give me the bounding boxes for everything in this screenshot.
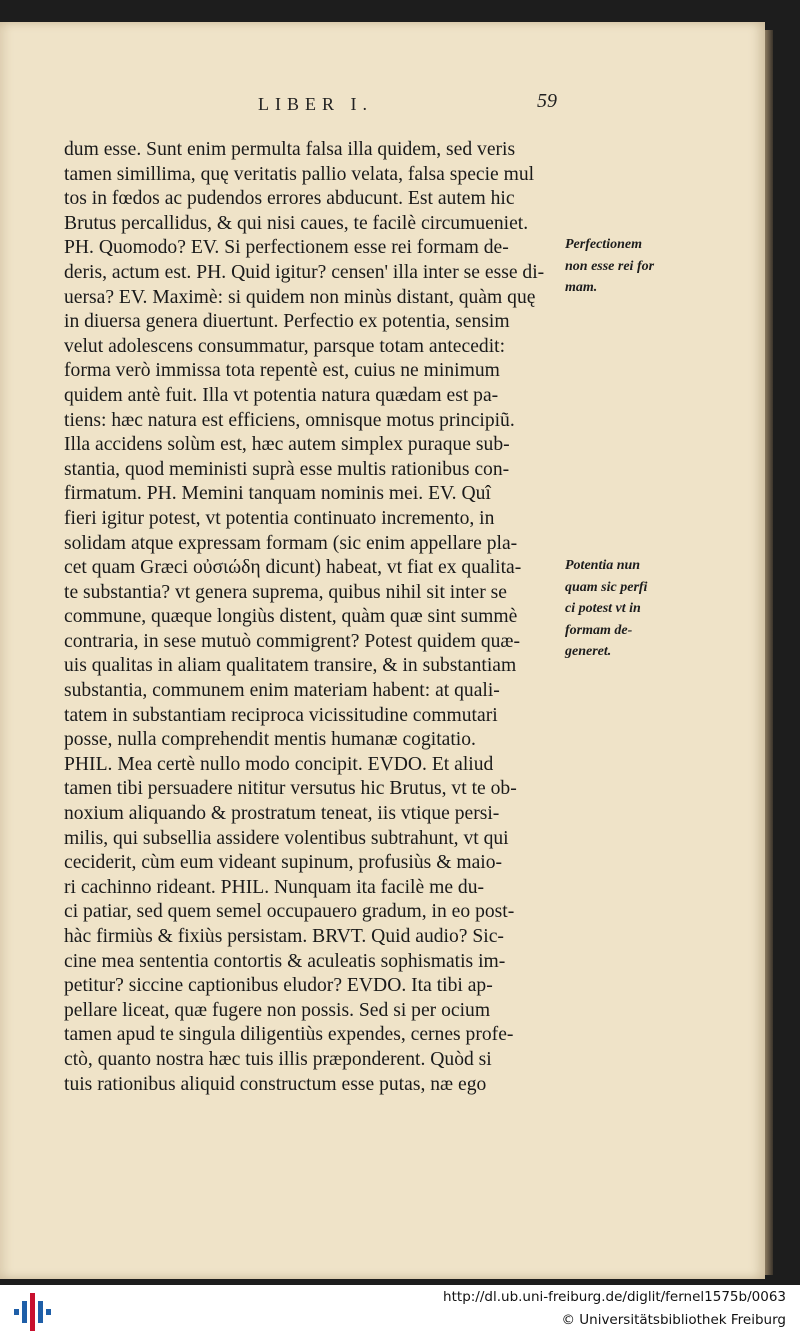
- margin-note-line: formam de-: [565, 622, 633, 638]
- library-logo-icon: [12, 1291, 52, 1333]
- text-line: PHIL. Mea certè nullo modo concipit. EVDO. Et aliud: [64, 753, 494, 775]
- text-line: Illa accidens solùm est, hæc autem simplex puraque sub-: [64, 434, 510, 456]
- body-text: [64, 138, 564, 1097]
- permalink-url[interactable]: http://dl.ub.uni-freiburg.de/diglit/fernel1575b/0063: [443, 1289, 786, 1305]
- text-line: contraria, in sese mutuò commigrent? Potest quidem quæ-: [64, 630, 521, 652]
- text-line: petitur? siccine captionibus eludor? EVDO. Ita tibi ap-: [64, 975, 493, 997]
- text-line: quidem antè fuit. Illa vt potentia natura quædam est pa-: [64, 384, 499, 406]
- text-line: tos in fœdos ac pudendos errores abducunt. Est autem hic: [64, 188, 515, 210]
- text-line: commune, quæque longiùs distent, quàm quæ sint summè: [64, 606, 518, 628]
- text-line: tamen tibi persuadere nititur versutus hic Brutus, vt te ob-: [64, 778, 517, 800]
- text-line: tatem in substantiam reciproca vicissitudine commutari: [64, 704, 498, 726]
- margin-note-line: mam.: [565, 280, 598, 295]
- margin-note-line: Perfectionem: [565, 237, 642, 252]
- text-line: uersa? EV. Maximè: si quidem non minùs distant, quàm quę: [64, 286, 536, 308]
- copyright-text: © Universitätsbibliothek Freiburg: [561, 1312, 786, 1328]
- text-line: milis, qui subsellia assidere volentibus subtrahunt, vt qui: [64, 827, 509, 849]
- text-line: ci patiar, sed quem semel occupauero gradum, in eo post-: [64, 901, 515, 923]
- text-line: hàc firmiùs & fixiùs persistam. BRVT. Quid audio? Sic-: [64, 926, 504, 947]
- text-line: in diuersa genera diuertunt. Perfectio ex potentia, sensim: [64, 311, 510, 333]
- running-head: LIBER I.: [258, 94, 373, 114]
- page-header: [0, 90, 765, 120]
- book-page: [0, 22, 765, 1279]
- text-line: te substantia? vt genera suprema, quibus nihil sit inter se: [64, 581, 507, 603]
- margin-note-perfection: [565, 234, 765, 299]
- folio-number: 59: [537, 90, 557, 112]
- margin-note-line: generet.: [565, 644, 612, 659]
- margin-note-potentia: [565, 555, 765, 663]
- text-line: firmatum. PH. Memini tanquam nominis mei. EV. Quî: [64, 483, 491, 505]
- text-line: PH. Quomodo? EV. Si perfectionem esse rei formam de-: [64, 237, 509, 259]
- text-line: ctò, quanto nostra hæc tuis illis præponderent. Quòd si: [64, 1048, 492, 1070]
- text-line: posse, nulla comprehendit mentis humanæ cogitatio.: [64, 729, 476, 751]
- text-line: tamen apud te singula diligentiùs expendes, cernes profe-: [64, 1024, 514, 1046]
- text-line: uis qualitas in aliam qualitatem transire, & in substantiam: [64, 655, 517, 677]
- text-line: ri cachinno rideant. PHIL. Nunquam ita facilè me du-: [64, 876, 485, 898]
- viewer-footer: [0, 1285, 800, 1339]
- text-line: dum esse. Sunt enim permulta falsa illa quidem, sed veris: [64, 139, 516, 160]
- text-line: cet quam Græci οὐσιώδη dicunt) habeat, vt fiat ex qualita-: [64, 557, 522, 579]
- text-line: stantia, quod meministi suprà esse multis rationibus con-: [64, 458, 510, 480]
- margin-note-line: quam sic perfi: [565, 579, 648, 595]
- text-line: substantia, communem enim materiam habent: at quali-: [64, 680, 500, 702]
- text-line: noxium aliquando & prostratum teneat, iis vtique persi-: [64, 803, 500, 825]
- text-line: velut adolescens consummatur, parsque totam antecedit:: [64, 335, 506, 357]
- text-line: ceciderit, cùm eum videant supinum, profusiùs & maio-: [64, 852, 503, 874]
- text-line: Brutus percallidus, & qui nisi caues, te facilè circumueniet.: [64, 212, 529, 234]
- text-line: pellare liceat, quæ fugere non possis. Sed si per ocium: [64, 999, 491, 1021]
- text-line: forma verò immissa tota repentè est, cuius ne minimum: [64, 360, 500, 382]
- text-line: tamen simillima, quę veritatis pallio velata, falsa specie mul: [64, 163, 535, 185]
- page-edge-shadow: [765, 30, 773, 1275]
- margin-note-line: Potentia nun: [565, 558, 641, 573]
- text-line: cine mea sententia contortis & aculeatis sophismatis im-: [64, 950, 506, 972]
- text-line: solidam atque expressam formam (sic enim appellare pla-: [64, 532, 518, 554]
- margin-note-line: ci potest vt in: [565, 601, 641, 616]
- text-line: fieri igitur potest, vt potentia continuato incremento, in: [64, 507, 495, 529]
- margin-note-line: non esse rei for: [565, 258, 655, 274]
- text-line: deris, actum est. PH. Quid igitur? censen' illa inter se esse di-: [64, 261, 545, 283]
- text-line: tuis rationibus aliquid constructum esse putas, næ ego: [64, 1073, 487, 1095]
- text-line: tiens: hæc natura est efficiens, omnisque motus principiũ.: [64, 409, 515, 431]
